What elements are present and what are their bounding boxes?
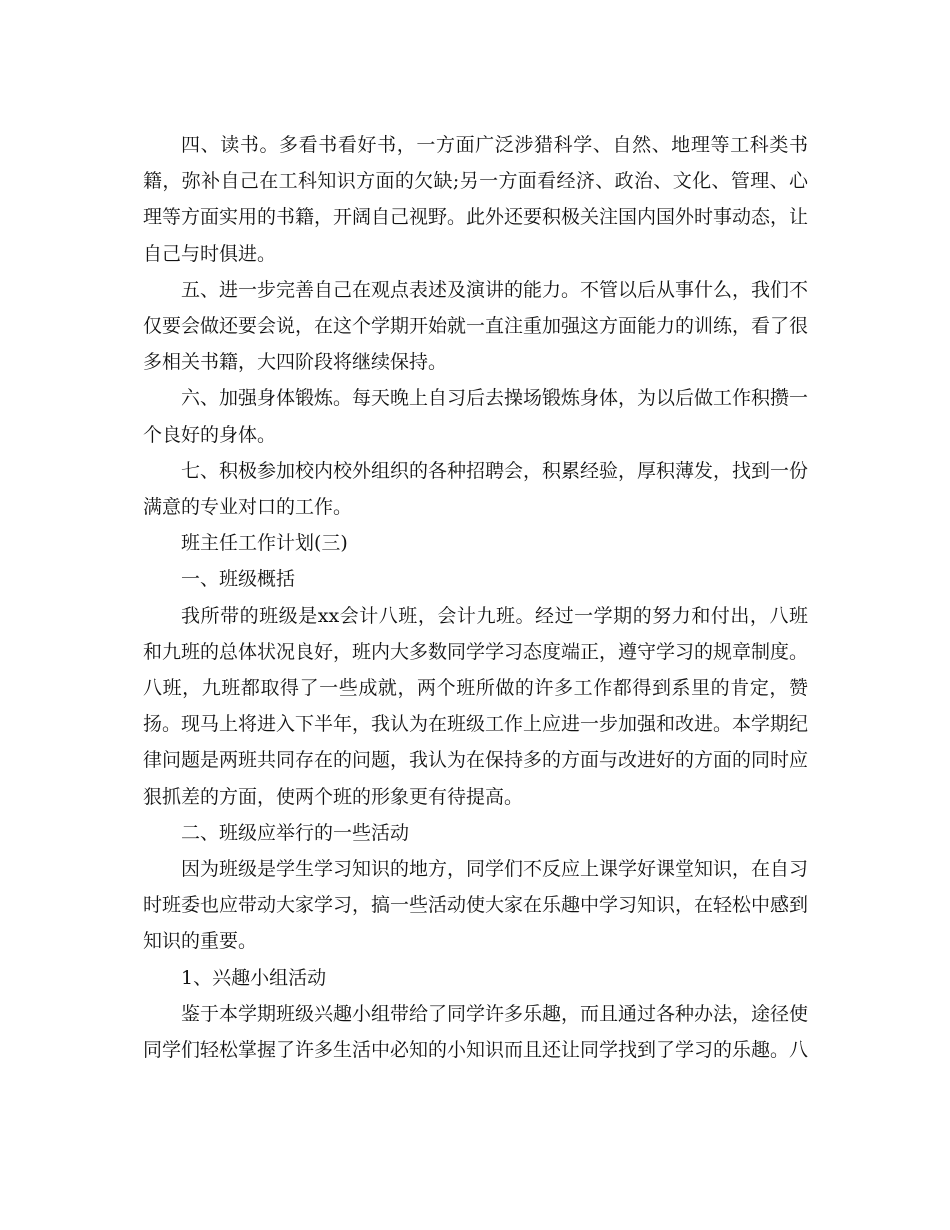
section-title: 班主任工作计划(三) xyxy=(181,532,348,555)
paragraph-class-activities: 因为班级是学生学习知识的地方，同学们不反应上课学好课堂知识，在自习时班委也应带动大家学习，搞一些活动使大家在乐趣中学习知识，在轻松中感到知识的重要。 xyxy=(143,858,809,953)
subheading-class-overview: 一、班级概括 xyxy=(181,568,296,591)
subheading-class-activities: 二、班级应举行的一些活动 xyxy=(181,821,410,844)
paragraph-class-overview: 我所带的班级是xx会计八班，会计九班。经过一学期的努力和付出，八班和九班的总体状况良好，班内大多数同学学习态度端正，遵守学习的规章制度。八班，九班都取得了一些成就，两个班所做的许多工作都得到系里的肯定，赞扬。现马上将进入下半年，我认为在班级工作上应进一步加强和改进。本学期纪律问题是两班共同存在的问题，我认为在保持多的方面与改进好的方面的同时应狠抓差的方面，使两个班的形象更有待提高。 xyxy=(143,604,809,808)
subheading-interest-group: 1、兴趣小组活动 xyxy=(181,966,327,989)
paragraph-reading: 四、读书。多看书看好书，一方面广泛涉猎科学、自然、地理等工科类书籍，弥补自己在工科知识方面的欠缺;另一方面看经济、政治、文化、管理、心理等方面实用的书籍，开阔自己视野。此外还要积极关注国内国外时事动态，让自己与时俱进。 xyxy=(143,134,809,265)
paragraph-interest-group: 鉴于本学期班级兴趣小组带给了同学许多乐趣，而且通过各种办法，途径使同学们轻松掌握了许多生活中必知的小知识而且还让同学找到了学习的乐趣。八 xyxy=(143,1002,809,1062)
paragraph-job-fair: 七、积极参加校内校外组织的各种招聘会，积累经验，厚积薄发，找到一份满意的专业对口的工作。 xyxy=(143,459,809,519)
paragraph-speaking: 五、进一步完善自己在观点表述及演讲的能力。不管以后从事什么，我们不仅要会做还要会说，在这个学期开始就一直注重加强这方面能力的训练，看了很多相关书籍，大四阶段将继续保持。 xyxy=(143,278,809,374)
document-body xyxy=(143,127,808,1068)
paragraph-exercise: 六、加强身体锻炼。每天晚上自习后去操场锻炼身体，为以后做工作积攒一个良好的身体。 xyxy=(143,387,809,446)
